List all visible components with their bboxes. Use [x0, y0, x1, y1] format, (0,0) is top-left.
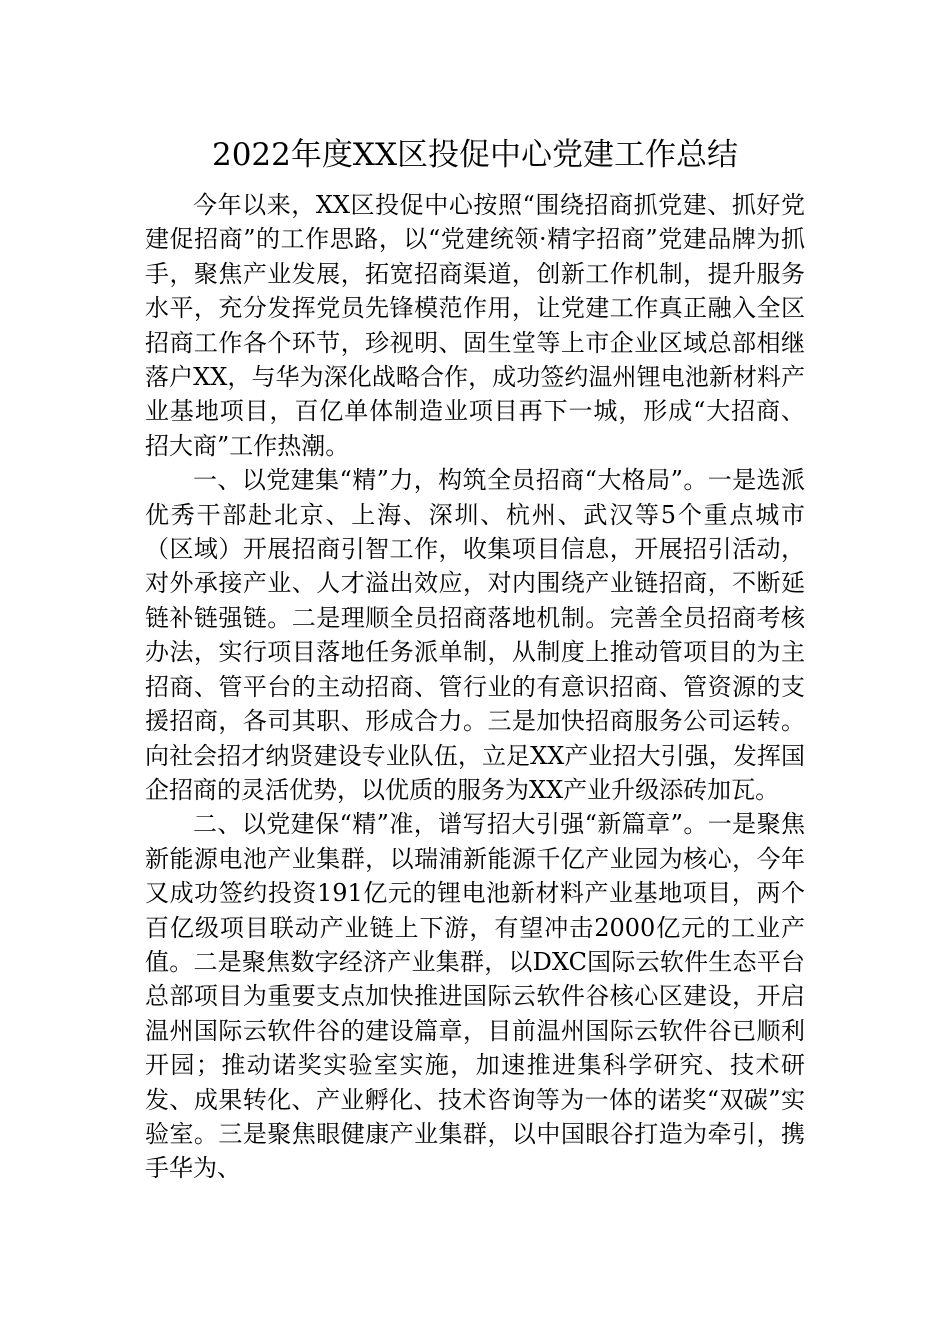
document-title: 2022年度XX区投促中心党建工作总结: [211, 137, 739, 173]
section-two-paragraph: 二、以党建保“精”准，谱写招大引强“新篇章”。一是聚焦新能源电池产业集群，以瑞浦新能源千亿产业园为核心，今年又成功签约投资191亿元的锂电池新材料产业基地项目，两个百亿级项目联动产业链上下游，有望冲击2000亿元的工业产值。二是聚焦数字经济产业集群，以DXC国际云软件生态平台总部项目为重要支点加快推进国际云软件谷核心区建设，开启温州国际云软件谷的建设篇章，目前温州国际云软件谷已顺利开园；推动诺奖实验室实施，加速推进集科学研究、技术研发、成果转化、产业孵化、技术咨询等为一体的诺奖“双碳”实验室。三是聚焦眼健康产业集群，以中国眼谷打造为牵引，携手华为、: [145, 810, 805, 1183]
section-one-paragraph: 一、以党建集“精”力，构筑全员招商“大格局”。一是选派优秀干部赴北京、上海、深圳、杭州、武汉等5个重点城市（区域）开展招商引智工作，收集项目信息，开展招引活动，对外承接产业、人才溢出效应，对内围绕产业链招商，不断延链补链强链。二是理顺全员招商落地机制。完善全员招商考核办法，实行项目落地任务派单制，从制度上推动管项目的为主招商、管平台的主动招商、管行业的有意识招商、管资源的支援招商，各司其职、形成合力。三是加快招商服务公司运转。向社会招才纳贤建设专业队伍，立足XX产业招大引强，发挥国企招商的灵活优势，以优质的服务为XX产业升级添砖加瓦。: [145, 466, 805, 804]
document-body: [145, 128, 805, 1186]
intro-paragraph: 今年以来，XX区投促中心按照“围绕招商抓党建、抓好党建促招商”的工作思路，以“党建统领·精字招商”党建品牌为抓手，聚焦产业发展，拓宽招商渠道，创新工作机制，提升服务水平，充分发挥党员先锋模范作用，让党建工作真正融入全区招商工作各个环节，珍视明、固生堂等上市企业区域总部相继落户XX，与华为深化战略合作，成功签约温州锂电池新材料产业基地项目，百亿单体制造业项目再下一城，形成“大招商、招大商”工作热潮。: [145, 191, 805, 460]
